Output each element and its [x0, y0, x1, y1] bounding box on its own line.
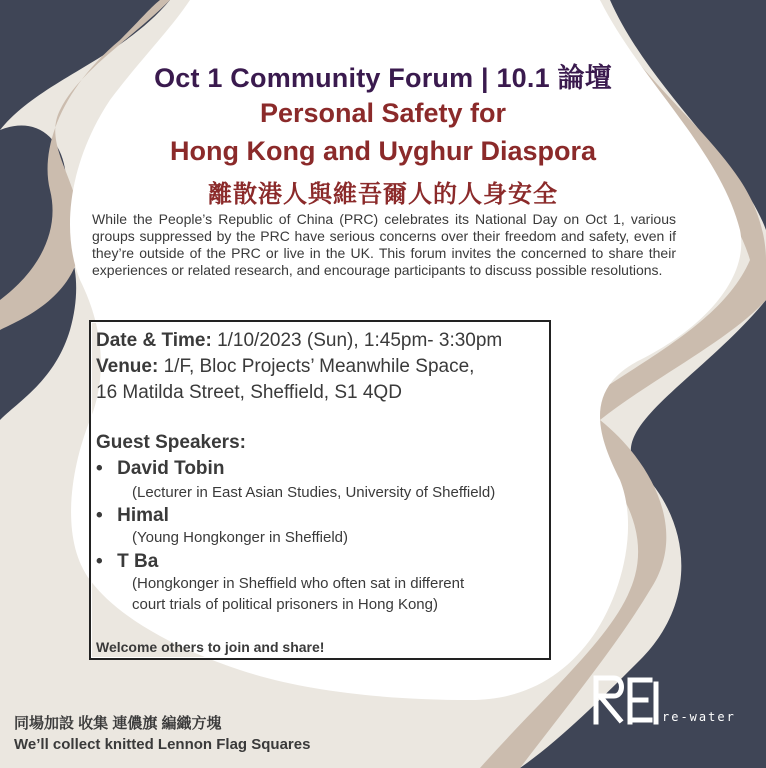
speaker-desc: court trials of political prisoners in Hong Kong) [132, 596, 438, 613]
subtitle-en-line1: Personal Safety for [259, 98, 507, 128]
speaker-bullet: • [96, 505, 103, 526]
speaker-item [96, 551, 158, 573]
venue-row [96, 356, 474, 378]
intro-paragraph: While the People’s Republic of China (PRC) celebrates its National Day on Oct 1, various groups suppressed by the PRC have serious concerns over their freedom and safety, even if they’re outside of the PRC or live in the UK. This forum invites the concerned to share their experiences or related research, and encourage participants to discuss possible resolutions. [92, 211, 676, 278]
speaker-bullet: • [96, 551, 103, 572]
lennon-flag-note-zh: 同場加設 收集 連儂旗 編織方塊 [14, 715, 222, 732]
forum-title: Oct 1 Community Forum | 10.1 論壇 [154, 63, 612, 93]
speaker-desc: (Young Hongkonger in Sheffield) [132, 529, 348, 546]
speaker-desc: (Hongkonger in Sheffield who often sat in different [132, 575, 465, 592]
welcome-note: Welcome others to join and share! [96, 639, 325, 655]
speaker-name: Himal [117, 505, 169, 526]
venue-label: Venue: [96, 356, 159, 377]
venue-line2: 16 Matilda Street, Sheffield, S1 4QD [96, 382, 402, 403]
speaker-name: David Tobin [117, 458, 225, 479]
speaker-desc: (Lecturer in East Asian Studies, University of Sheffield) [132, 484, 496, 501]
venue-line1: 1/F, Bloc Projects’ Meanwhile Space, [163, 356, 475, 377]
speaker-item [96, 505, 169, 527]
speaker-bullet: • [96, 458, 103, 479]
speaker-name: T Ba [117, 551, 159, 572]
date-time-label: Date & Time: [96, 330, 212, 351]
subtitle-en-line2: Hong Kong and Uyghur Diaspora [169, 136, 596, 166]
date-time-value: 1/10/2023 (Sun), 1:45pm- 3:30pm [217, 330, 503, 351]
date-time-row [96, 330, 502, 352]
logo-text: re-water [662, 710, 736, 724]
speakers-heading: Guest Speakers: [96, 432, 246, 453]
lennon-flag-note-en: We’ll collect knitted Lennon Flag Squares [14, 736, 311, 753]
speaker-item [96, 458, 224, 480]
subtitle-zh: 離散港人與維吾爾人的人身安全 [208, 181, 558, 208]
